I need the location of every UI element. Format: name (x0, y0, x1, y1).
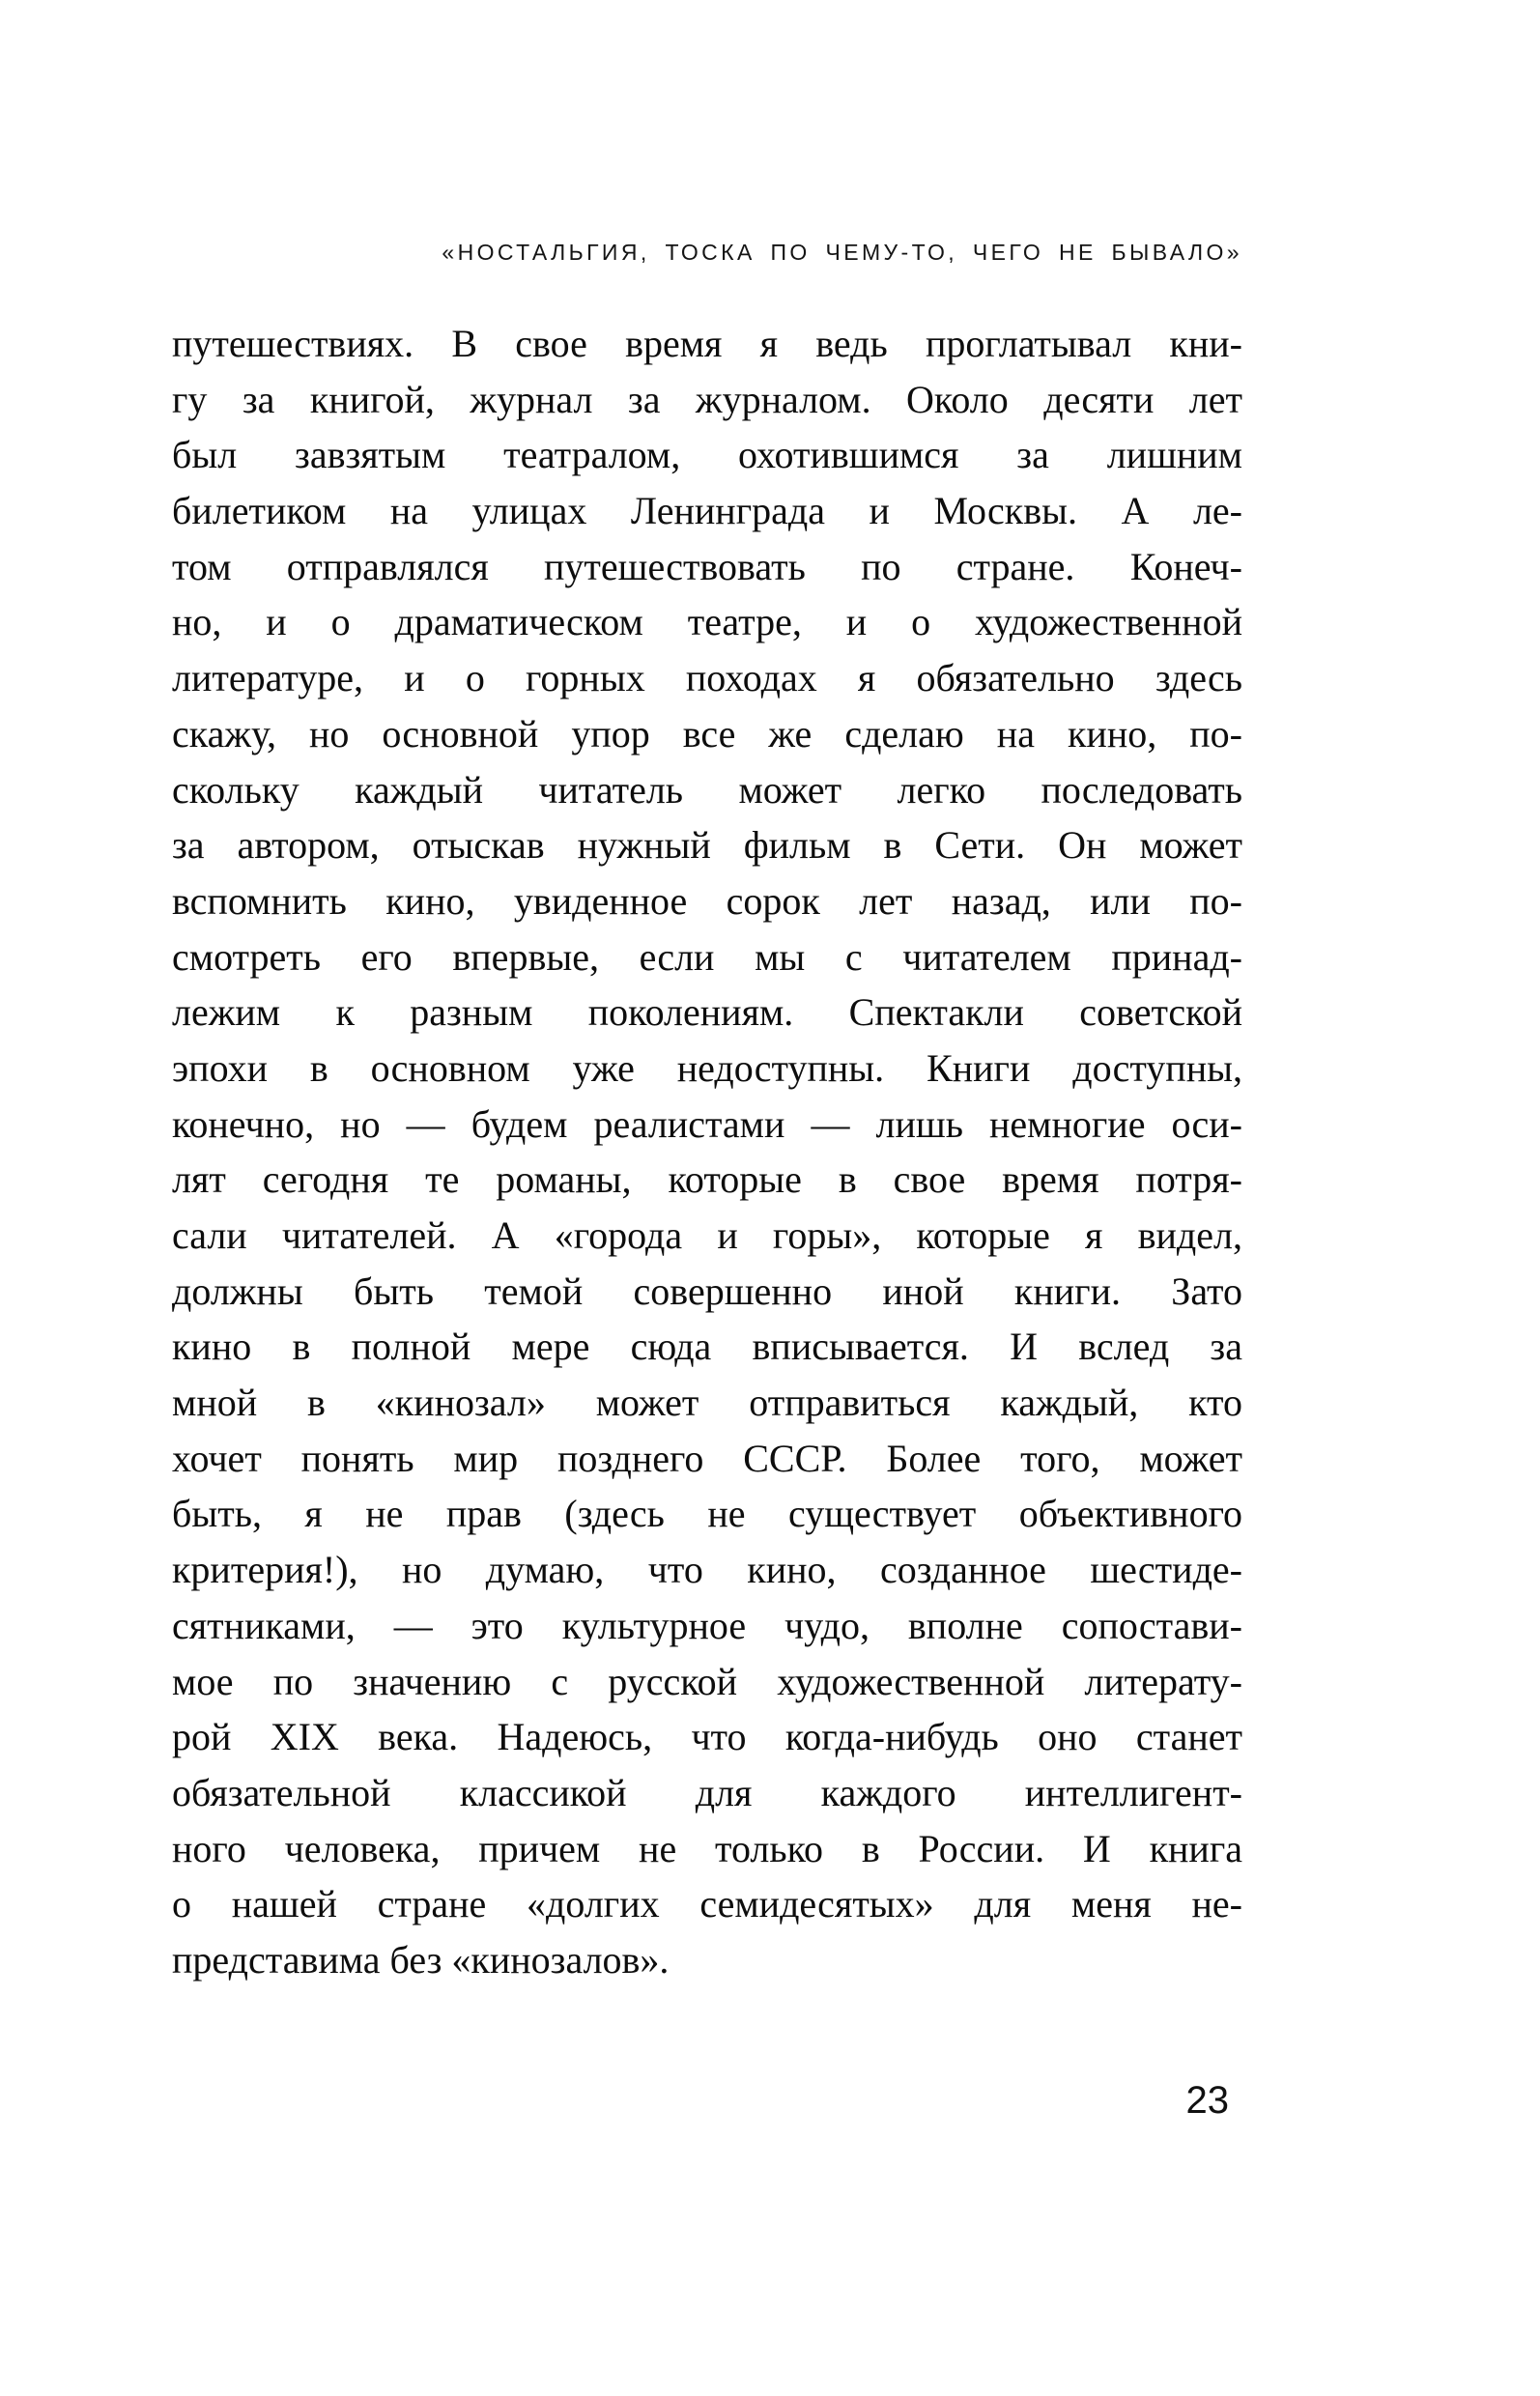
text-line: представима без «кинозалов». (172, 1937, 670, 1982)
text-line: вспомнить кино, увиденное сорок лет назад, или по- (172, 878, 1242, 923)
text-line: скольку каждый читатель может легко последовать (172, 767, 1242, 812)
text-line: сали читателей. А «города и горы», которые я видел, (172, 1213, 1242, 1257)
text-line: эпохи в основном уже недоступны. Книги доступны, (172, 1045, 1242, 1090)
text-line: но, и о драматическом театре, и о художественной (172, 600, 1242, 644)
text-line: сятниками, — это культурное чудо, вполне сопостави- (172, 1603, 1242, 1647)
text-line: гу за книгой, журнал за журналом. Около десяти лет (172, 377, 1242, 421)
text-line: мое по значению с русской художественной литерату- (172, 1659, 1242, 1703)
text-line: конечно, но — будем реалистами — лишь немногие оси- (172, 1101, 1242, 1146)
text-line: рой XIX века. Надеюсь, что когда-нибудь оно станет (172, 1715, 1242, 1759)
text-line: мной в «кинозал» может отправиться каждый, кто (172, 1381, 1242, 1425)
text-line: быть, я не прав (здесь не существует объективного (172, 1492, 1242, 1536)
text-line: смотреть его впервые, если мы с читателем принад- (172, 934, 1242, 979)
text-line: литературе, и о горных походах я обязательно здесь (172, 656, 1242, 700)
text-line: о нашей стране «долгих семидесятых» для меня не- (172, 1882, 1242, 1926)
text-line: лежим к разным поколениям. Спектакли советской (172, 990, 1242, 1035)
running-head: «НОСТАЛЬГИЯ, ТОСКА ПО ЧЕМУ-ТО, ЧЕГО НЕ БЫВАЛО» (442, 240, 1242, 265)
text-line: путешествиях. В свое время я ведь проглатывал кни- (172, 322, 1242, 365)
page-number: 23 (1185, 2079, 1229, 2122)
text-line: был завзятым театралом, охотившимся за лишним (172, 433, 1242, 477)
text-line: должны быть темой совершенно иной книги. Зато (172, 1269, 1242, 1313)
text-line: обязательной классикой для каждого интеллигент- (172, 1770, 1242, 1814)
text-line: хочет понять мир позднего СССР. Более того, может (172, 1436, 1242, 1480)
text-line: лят сегодня те романы, которые в свое время потря- (172, 1157, 1242, 1202)
body-text (172, 316, 1242, 1988)
text-line: кино в полной мере сюда вписывается. И вслед за (172, 1325, 1242, 1369)
text-line: за автором, отыскав нужный фильм в Сети. Он может (172, 823, 1242, 868)
text-line: том отправлялся путешествовать по стране. Конеч- (172, 544, 1242, 588)
text-line: билетиком на улицах Ленинграда и Москвы. А ле- (172, 489, 1242, 533)
text-line: критерия!), но думаю, что кино, созданное шестиде- (172, 1548, 1242, 1592)
text-line: скажу, но основной упор все же сделаю на кино, по- (172, 711, 1242, 756)
text-line: ного человека, причем не только в России. И книга (172, 1826, 1242, 1870)
